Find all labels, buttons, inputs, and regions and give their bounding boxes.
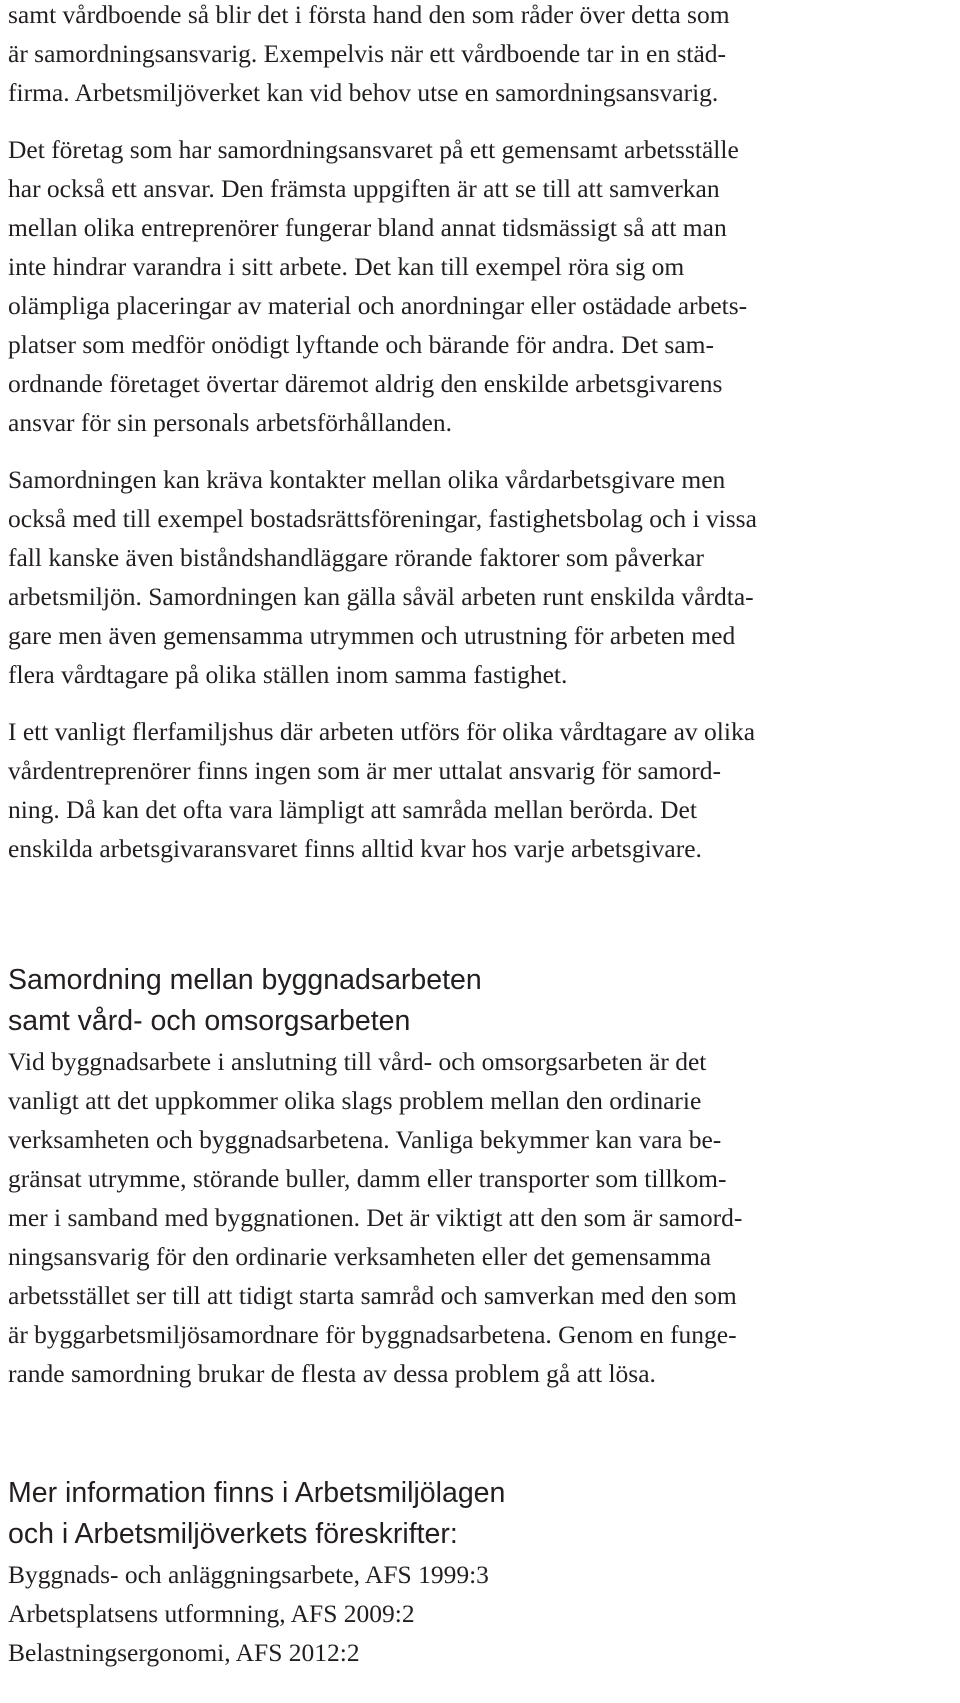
text-line: Samordningen kan kräva kontakter mellan olika vårdarbetsgivare men [8,465,726,494]
text-line: platser som medför onödigt lyftande och bärande för andra. Det sam- [8,330,714,359]
text-line: mellan olika entreprenörer fungerar bland annat tidsmässigt så att man [8,213,727,242]
paragraph-samordningsansvarig [8,0,960,112]
section-heading-mer-information [8,1473,960,1555]
text-line: mer i samband med byggnationen. Det är viktigt att den som är samord- [8,1203,743,1232]
text-line: verksamheten och byggnadsarbetena. Vanliga bekymmer kan vara be- [8,1125,722,1154]
text-line: ansvar för sin personals arbetsförhållanden. [8,408,452,437]
text-line: Det företag som har samordningsansvaret på ett gemensamt arbetsställe [8,135,739,164]
heading-line: samt vård- och omsorgsarbeten [8,1005,411,1037]
text-line: I ett vanligt flerfamiljshus där arbeten utförs för olika vårdtagare av olika [8,717,756,746]
text-line: rande samordning brukar de flesta av dessa problem gå att lösa. [8,1359,656,1388]
text-line: arbetsstället ser till att tidigt starta samråd och samverkan med den som [8,1281,737,1310]
reference-item: Byggnads- och anläggningsarbete, AFS 1999:3 [8,1560,489,1589]
section-heading-byggnadsarbeten [8,960,960,1042]
text-line: Vid byggnadsarbete i anslutning till vård- och omsorgsarbeten är det [8,1047,707,1076]
text-line: också med till exempel bostadsrättsföreningar, fastighetsbolag och i vissa [8,504,757,533]
text-line: ningsansvarig för den ordinarie verksamheten eller det gemensamma [8,1242,712,1271]
paragraph-samordning-kontakter [8,460,960,694]
text-line: olämpliga placeringar av material och anordningar eller ostädade arbets- [8,291,748,320]
text-line: fall kanske även biståndshandläggare rörande faktorer som påverkar [8,543,704,572]
heading-line: Mer information finns i Arbetsmiljölagen [8,1477,506,1509]
text-line: ning. Då kan det ofta vara lämpligt att samråda mellan berörda. Det [8,795,697,824]
paragraph-byggnadsarbete [8,1042,960,1393]
text-line: är samordningsansvarig. Exempelvis när ett vårdboende tar in en städ- [8,39,727,68]
text-line: firma. Arbetsmiljöverket kan vid behov utse en samordningsansvarig. [8,78,719,107]
reference-list [8,1555,960,1672]
text-line: är byggarbetsmiljösamordnare för byggnadsarbetena. Genom en funge- [8,1320,737,1349]
reference-item: Arbetsplatsens utformning, AFS 2009:2 [8,1599,415,1628]
text-line: inte hindrar varandra i sitt arbete. Det kan till exempel röra sig om [8,252,685,281]
text-line: enskilda arbetsgivaransvaret finns alltid kvar hos varje arbetsgivare. [8,834,702,863]
text-line: flera vårdtagare på olika ställen inom samma fastighet. [8,660,568,689]
document-page [8,0,960,1672]
paragraph-foretagets-ansvar [8,130,960,442]
heading-line: och i Arbetsmiljöverkets föreskrifter: [8,1518,458,1550]
text-line: vanligt att det uppkommer olika slags problem mellan den ordinarie [8,1086,702,1115]
text-line: ordnande företaget övertar däremot aldrig den enskilde arbetsgivarens [8,369,723,398]
text-line: gare men även gemensamma utrymmen och utrustning för arbeten med [8,621,736,650]
text-line: gränsat utrymme, störande buller, damm eller transporter som tillkom- [8,1164,727,1193]
heading-line: Samordning mellan byggnadsarbeten [8,964,482,996]
text-line: har också ett ansvar. Den främsta uppgiften är att se till att samverkan [8,174,720,203]
text-line: samt vårdboende så blir det i första hand den som råder över detta som [8,0,730,29]
text-line: arbetsmiljön. Samordningen kan gälla såväl arbeten runt enskilda vårdta- [8,582,754,611]
paragraph-flerfamiljshus [8,712,960,868]
reference-item: Belastningsergonomi, AFS 2012:2 [8,1638,360,1667]
text-line: vårdentreprenörer finns ingen som är mer uttalat ansvarig för samord- [8,756,722,785]
